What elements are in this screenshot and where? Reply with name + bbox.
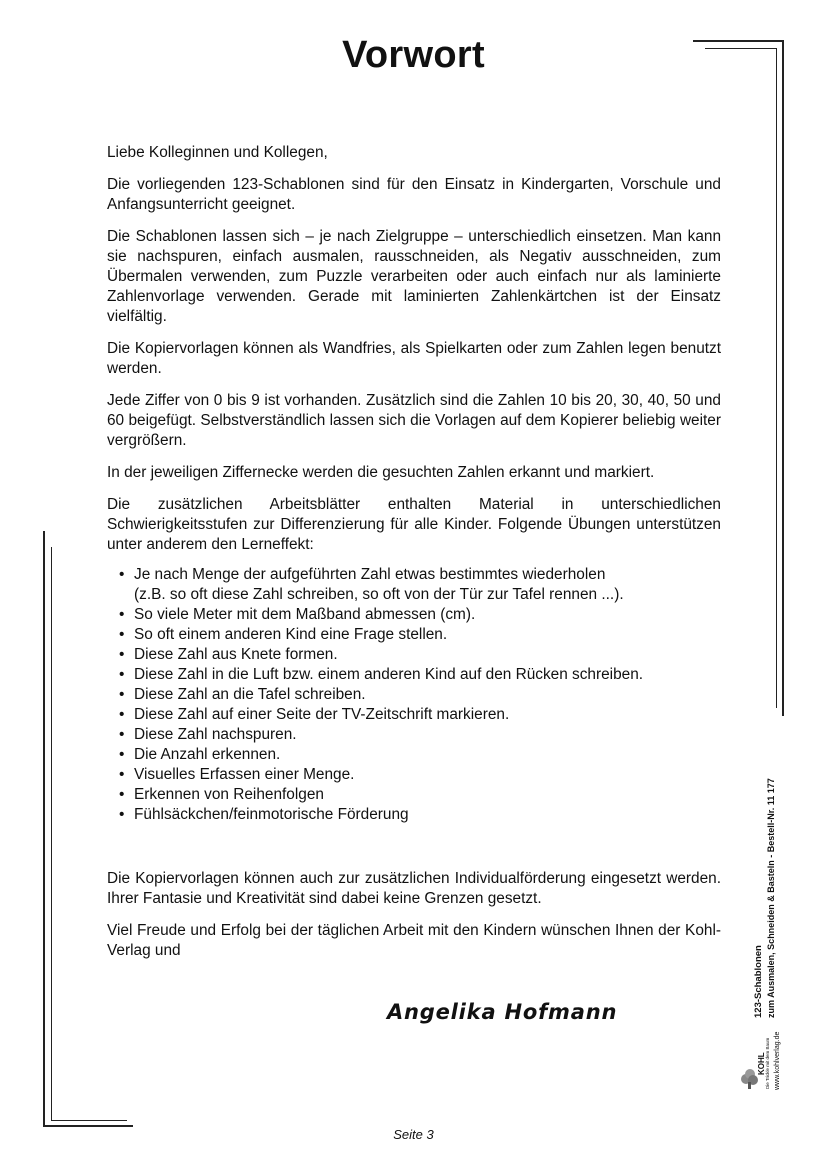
list-item: • Diese Zahl auf einer Seite der TV-Zeitschrift markieren. xyxy=(119,705,721,725)
paragraph-copy-templates: Die Kopiervorlagen können als Wandfries, als Spielkarten oder zum Zahlen legen benutzt werden. xyxy=(107,340,721,377)
author-signature: Angelika Hofmann xyxy=(387,1000,618,1024)
frame-right-line-inner xyxy=(776,48,777,708)
publisher-name: KOHL xyxy=(757,1052,766,1075)
page-title: Vorwort xyxy=(342,34,485,76)
paragraph-corner: In der jeweiligen Ziffernecke werden die gesuchten Zahlen erkannt und markiert. xyxy=(107,464,655,481)
side-series-title: 123-Schablonen xyxy=(753,945,764,1018)
list-item: • Diese Zahl an die Tafel schreiben. xyxy=(119,685,721,705)
paragraph-usage: Die Schablonen lassen sich – je nach Zielgruppe – unterschiedlich einsetzen. Man kann sie nachspuren, einfach ausmalen, rausschneiden, als Negativ ausschneiden, zum Übermalen verwenden, zum Puzzle verarbeiten oder auch einfach nur als laminierte Zahlenvorlage verwenden. Gerade mit laminierten Zahlenkärtchen ist der Einsatz vielfältig. xyxy=(107,228,721,325)
side-series-subtitle: zum Ausmalen, Schneiden & Basteln - Bestell-Nr. 11 177 xyxy=(766,778,776,1018)
list-item: • Visuelles Erfassen einer Menge. xyxy=(119,765,721,785)
list-item: • Die Anzahl erkennen. xyxy=(119,745,721,765)
frame-bottom-line-inner xyxy=(51,1120,127,1121)
list-item: • So oft einem anderen Kind eine Frage stellen. xyxy=(119,625,721,645)
frame-top-line-inner xyxy=(705,48,777,49)
greeting: Liebe Kolleginnen und Kollegen, xyxy=(107,144,328,161)
paragraph-wishes: Viel Freude und Erfolg bei der täglichen Arbeit mit den Kindern wünschen Ihnen der Kohl-Verlag und xyxy=(107,922,721,959)
frame-top-line-outer xyxy=(693,40,784,42)
list-item xyxy=(119,565,721,605)
foreword-body xyxy=(107,143,721,973)
side-publication-info xyxy=(752,778,778,1018)
paragraph-digits: Jede Ziffer von 0 bis 9 ist vorhanden. Zusätzlich sind die Zahlen 10 bis 20, 30, 40, 50 und 60 beigefügt. Selbstverständlich lassen sich die Vorlagen auf dem Kopierer beliebig weiter vergrößern. xyxy=(107,392,721,449)
paragraph-individual: Die Kopiervorlagen können auch zur zusätzlichen Individualförderung eingesetzt werden. Ihrer Fantasie und Kreativität sind dabei keine Grenzen gesetzt. xyxy=(107,870,721,907)
list-item: • Fühlsäckchen/feinmotorische Förderung xyxy=(119,805,721,825)
list-item-subtext: (z.B. so oft diese Zahl schreiben, so oft von der Tür zur Tafel rennen ...). xyxy=(134,586,624,603)
frame-right-line-outer xyxy=(782,40,784,716)
paragraph-intro: Die vorliegenden 123-Schablonen sind für den Einsatz in Kindergarten, Vorschule und Anfangsunterricht geeignet. xyxy=(107,176,721,213)
list-item-text: Je nach Menge der aufgeführten Zahl etwas bestimmtes wiederholen xyxy=(134,566,606,583)
list-item: • Diese Zahl aus Knete formen. xyxy=(119,645,721,665)
list-item: • So viele Meter mit dem Maßband abmessen (cm). xyxy=(119,605,721,625)
publisher-slogan: Die Trickle mit dem Baum xyxy=(765,1037,770,1089)
frame-left-line-outer xyxy=(43,531,45,1127)
list-item: • Diese Zahl nachspuren. xyxy=(119,725,721,745)
frame-left-line-inner xyxy=(51,547,52,1121)
page-number: Seite 3 xyxy=(393,1127,434,1142)
paragraph-worksheets: Die zusätzlichen Arbeitsblätter enthalten Material in unterschiedlichen Schwierigkeitsstufen zur Differenzierung für alle Kinder. Folgende Übungen unterstützen unter anderem den Lerneffekt: xyxy=(107,496,721,553)
exercise-list xyxy=(119,565,721,825)
list-item: • Erkennen von Reihenfolgen xyxy=(119,785,721,805)
list-item: • Diese Zahl in die Luft bzw. einem anderen Kind auf den Rücken schreiben. xyxy=(119,665,721,685)
publisher-website: www.kohlverlag.de xyxy=(774,1031,781,1090)
